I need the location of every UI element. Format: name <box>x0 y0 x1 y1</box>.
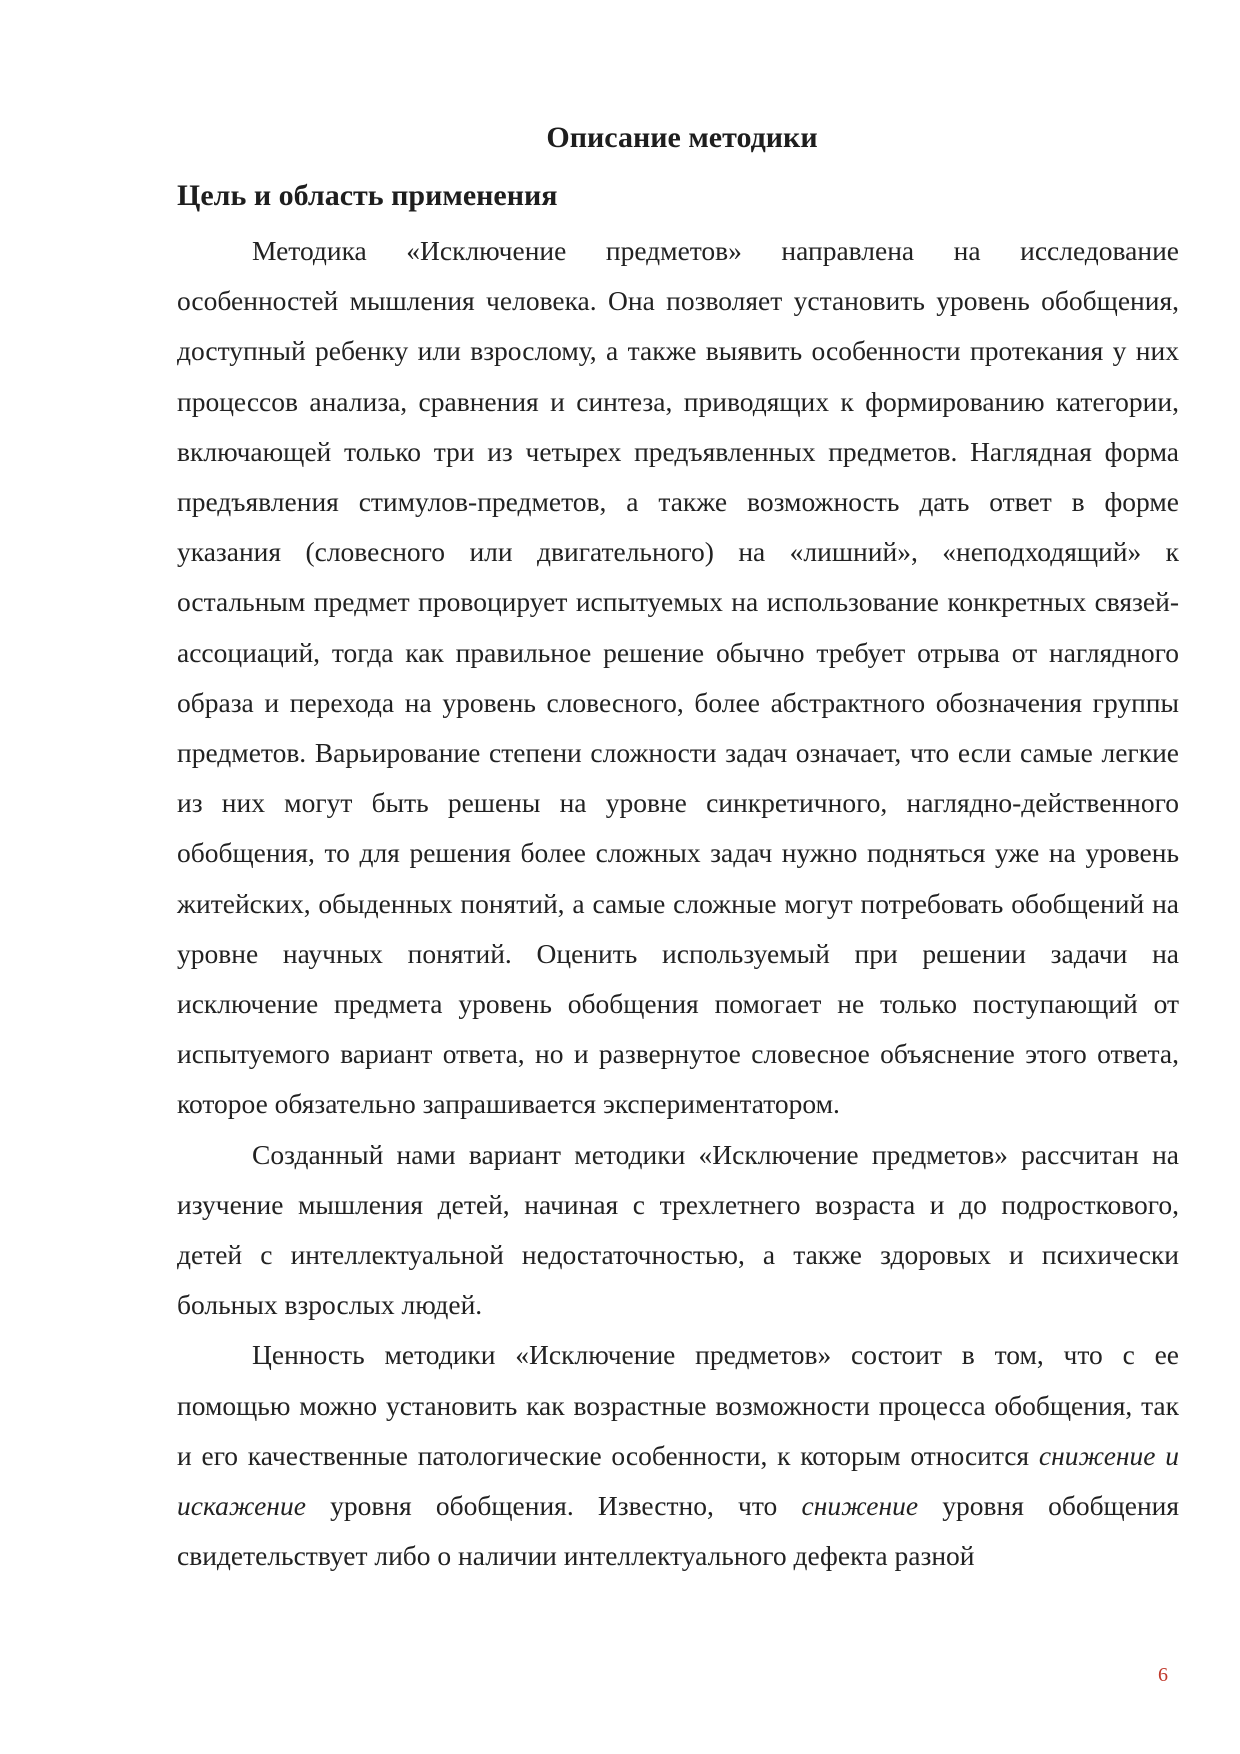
document-title: Описание методики <box>546 121 818 154</box>
paragraph-2: Созданный нами вариант методики «Исключение предметов» рассчитан на изучение мышления детей, начиная с трехлетнего возраста и до подросткового, детей с интеллектуальной недостаточностью, а также здоровых и психически больных взрослых людей. <box>177 1138 1179 1321</box>
paragraph-3-text-3: уровня обобщения свидетельствует либо о наличии интеллектуального дефекта разной <box>177 1490 1180 1572</box>
paragraph-3-text-2: уровня обобщения. Известно, что <box>330 1490 778 1522</box>
paragraph-3-italic-1: снижение и искажение <box>177 1439 1180 1522</box>
section-heading: Цель и область применения <box>177 179 558 212</box>
paragraph-3-italic-2: снижение <box>801 1490 919 1522</box>
paragraph-1: Методика «Исключение предметов» направлена на исследование особенностей мышления человека. Она позволяет установить уровень обобщения, доступный ребенку или взрослому, а также выявить особенности протекания у них процессов анализа, сравнения и синтеза, приводящих к формированию категории, включающей только три из четырех предъявленных предметов. Наглядная форма предъявления стимулов-предметов, а также возможность дать ответ в форме указания (словесного или двигательного) на «лишний», «неподходящий» к остальным предмет провоцирует испытуемых на использование конкретных связей-ассоциаций, тогда как правильное решение обычно требует отрыва от наглядного образа и перехода на уровень словесного, более абстрактного обозначения группы предметов. Варьирование степени сложности задач означает, что если самые легкие из них могут быть решены на уровне синкретичного, наглядно-действенного обобщения, то для решения более сложных задач нужно подняться уже на уровень житейских, обыденных понятий, а самые сложные могут потребовать обобщений на уровне научных понятий. Оценить используемый при решении задачи на исключение предмета уровень обобщения помогает не только поступающий от испытуемого вариант ответа, но и развернутое словесное объяснение этого ответа, которое обязательно запрашивается экспериментатором. <box>177 235 1179 1120</box>
body-text <box>177 226 1179 1581</box>
paragraph-3 <box>177 1330 1179 1581</box>
page-number: 6 <box>1158 1664 1168 1686</box>
paragraph-3-text-1: Ценность методики «Исключение предметов» состоит в том, что с ее помощью можно установить как возрастные возможности процесса обобщения, так и его качественные патологические особенности, к которым относится <box>177 1339 1179 1471</box>
